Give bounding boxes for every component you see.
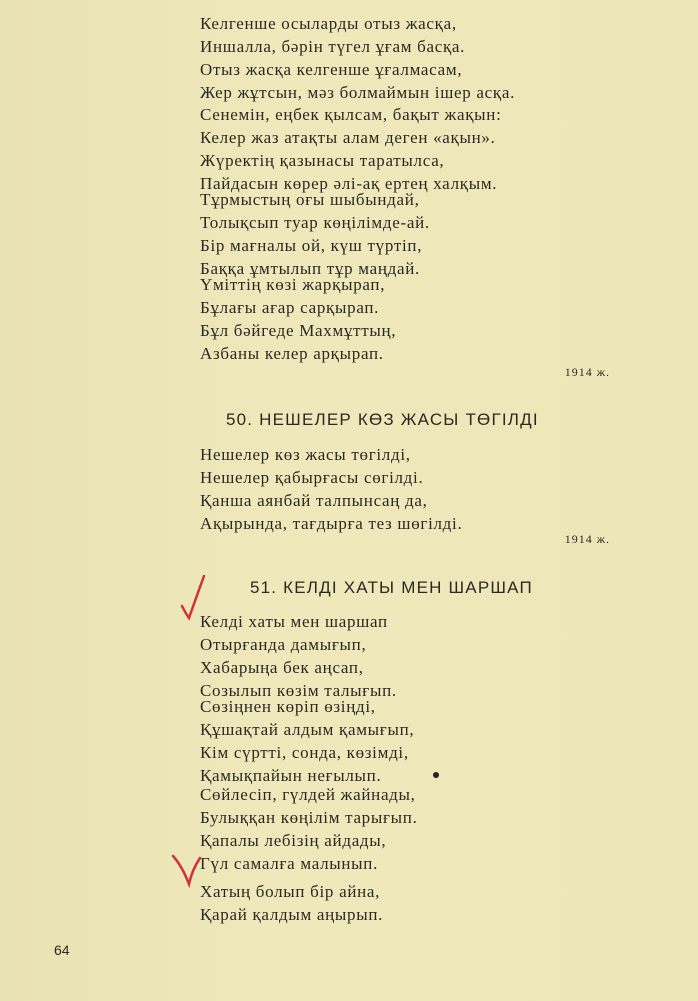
stanza bbox=[200, 12, 515, 104]
verse-line: Сөйлесіп, гүлдей жайнады, bbox=[200, 785, 416, 804]
verse-line: Бұл бәйгеде Махмұттың, bbox=[200, 321, 397, 340]
verse-line: Пайдасын көрер әлі-ақ ертең халқым. bbox=[200, 174, 498, 193]
verse-line: Қанша аянбай талпынсаң да, bbox=[200, 491, 428, 510]
verse-line: Құшақтай алдым қамығып, bbox=[200, 720, 415, 739]
ink-dot bbox=[433, 772, 439, 778]
stanza bbox=[200, 273, 396, 365]
page-number: 64 bbox=[54, 942, 70, 958]
verse-line: Сенемін, еңбек қылсам, бақыт жақын: bbox=[200, 105, 502, 124]
verse-line: Сөзіңнен көріп өзіңді, bbox=[200, 697, 376, 716]
verse-line: Гүл самалға малынып. bbox=[200, 854, 379, 873]
verse-line: Булыққан көңілім тарығып. bbox=[200, 808, 418, 827]
poem-title: 51. КЕЛДІ ХАТЫ МЕН ШАРШАП bbox=[250, 578, 533, 597]
stanza bbox=[200, 443, 462, 535]
verse-line: Азбаны келер арқырап. bbox=[200, 344, 384, 363]
verse-line: Келгенше осыларды отыз жасқа, bbox=[200, 14, 457, 33]
stanza bbox=[200, 610, 397, 702]
verse-line: Хатың болып бір айна, bbox=[200, 882, 381, 901]
verse-line: Иншалла, бәрін түгел ұғам басқа. bbox=[200, 37, 466, 56]
poem-title: 50. НЕШЕЛЕР КӨЗ ЖАСЫ ТӨГІЛДІ bbox=[226, 410, 539, 429]
verse-line: Қапалы лебізің айдады, bbox=[200, 831, 387, 850]
verse-line: Нешелер көз жасы төгілді, bbox=[200, 445, 411, 464]
stanza bbox=[200, 880, 383, 926]
verse-line: Созылып көзім талығып. bbox=[200, 681, 397, 700]
verse-line: Тұрмыстың оғы шыбындай, bbox=[200, 190, 420, 209]
verse-line: Бұлағы ағар сарқырап. bbox=[200, 298, 380, 317]
red-check-v-icon bbox=[170, 852, 202, 892]
verse-line: Баққа ұмтылып тұр маңдай. bbox=[200, 259, 420, 278]
verse-line: Бір мағналы ой, күш түртіп, bbox=[200, 236, 423, 255]
stanza bbox=[200, 695, 414, 787]
poem-date: 1914 ж. bbox=[564, 532, 610, 546]
verse-line: Ақырында, тағдырға тез шөгілді. bbox=[200, 514, 463, 533]
verse-line: Келер жаз атақты алам деген «ақын». bbox=[200, 128, 496, 147]
verse-line: Кім сүртті, сонда, көзімді, bbox=[200, 743, 409, 762]
verse-line: Хабарыңа бек аңсап, bbox=[200, 658, 364, 677]
verse-line: Отырғанда дамығып, bbox=[200, 635, 367, 654]
verse-line: Нешелер қабырғасы сөгілді. bbox=[200, 468, 424, 487]
verse-line: Жүректің қазынасы таратылса, bbox=[200, 151, 445, 170]
verse-line: Үміттің көзі жарқырап, bbox=[200, 275, 386, 294]
stanza bbox=[200, 103, 502, 195]
verse-line: Отыз жасқа келгенше ұғалмасам, bbox=[200, 60, 463, 79]
stanza bbox=[200, 783, 418, 875]
verse-line: Жер жұтсын, мәз болмаймын ішер асқа. bbox=[200, 83, 516, 102]
verse-line: Толықсып туар көңілімде-ай. bbox=[200, 213, 430, 232]
verse-line: Қамықпайын неғылып. bbox=[200, 766, 382, 785]
poem-date: 1914 ж. bbox=[564, 365, 610, 379]
stanza bbox=[200, 188, 430, 280]
verse-line: Келді хаты мен шаршап bbox=[200, 612, 388, 631]
verse-line: Қарай қалдым аңырып. bbox=[200, 905, 384, 924]
